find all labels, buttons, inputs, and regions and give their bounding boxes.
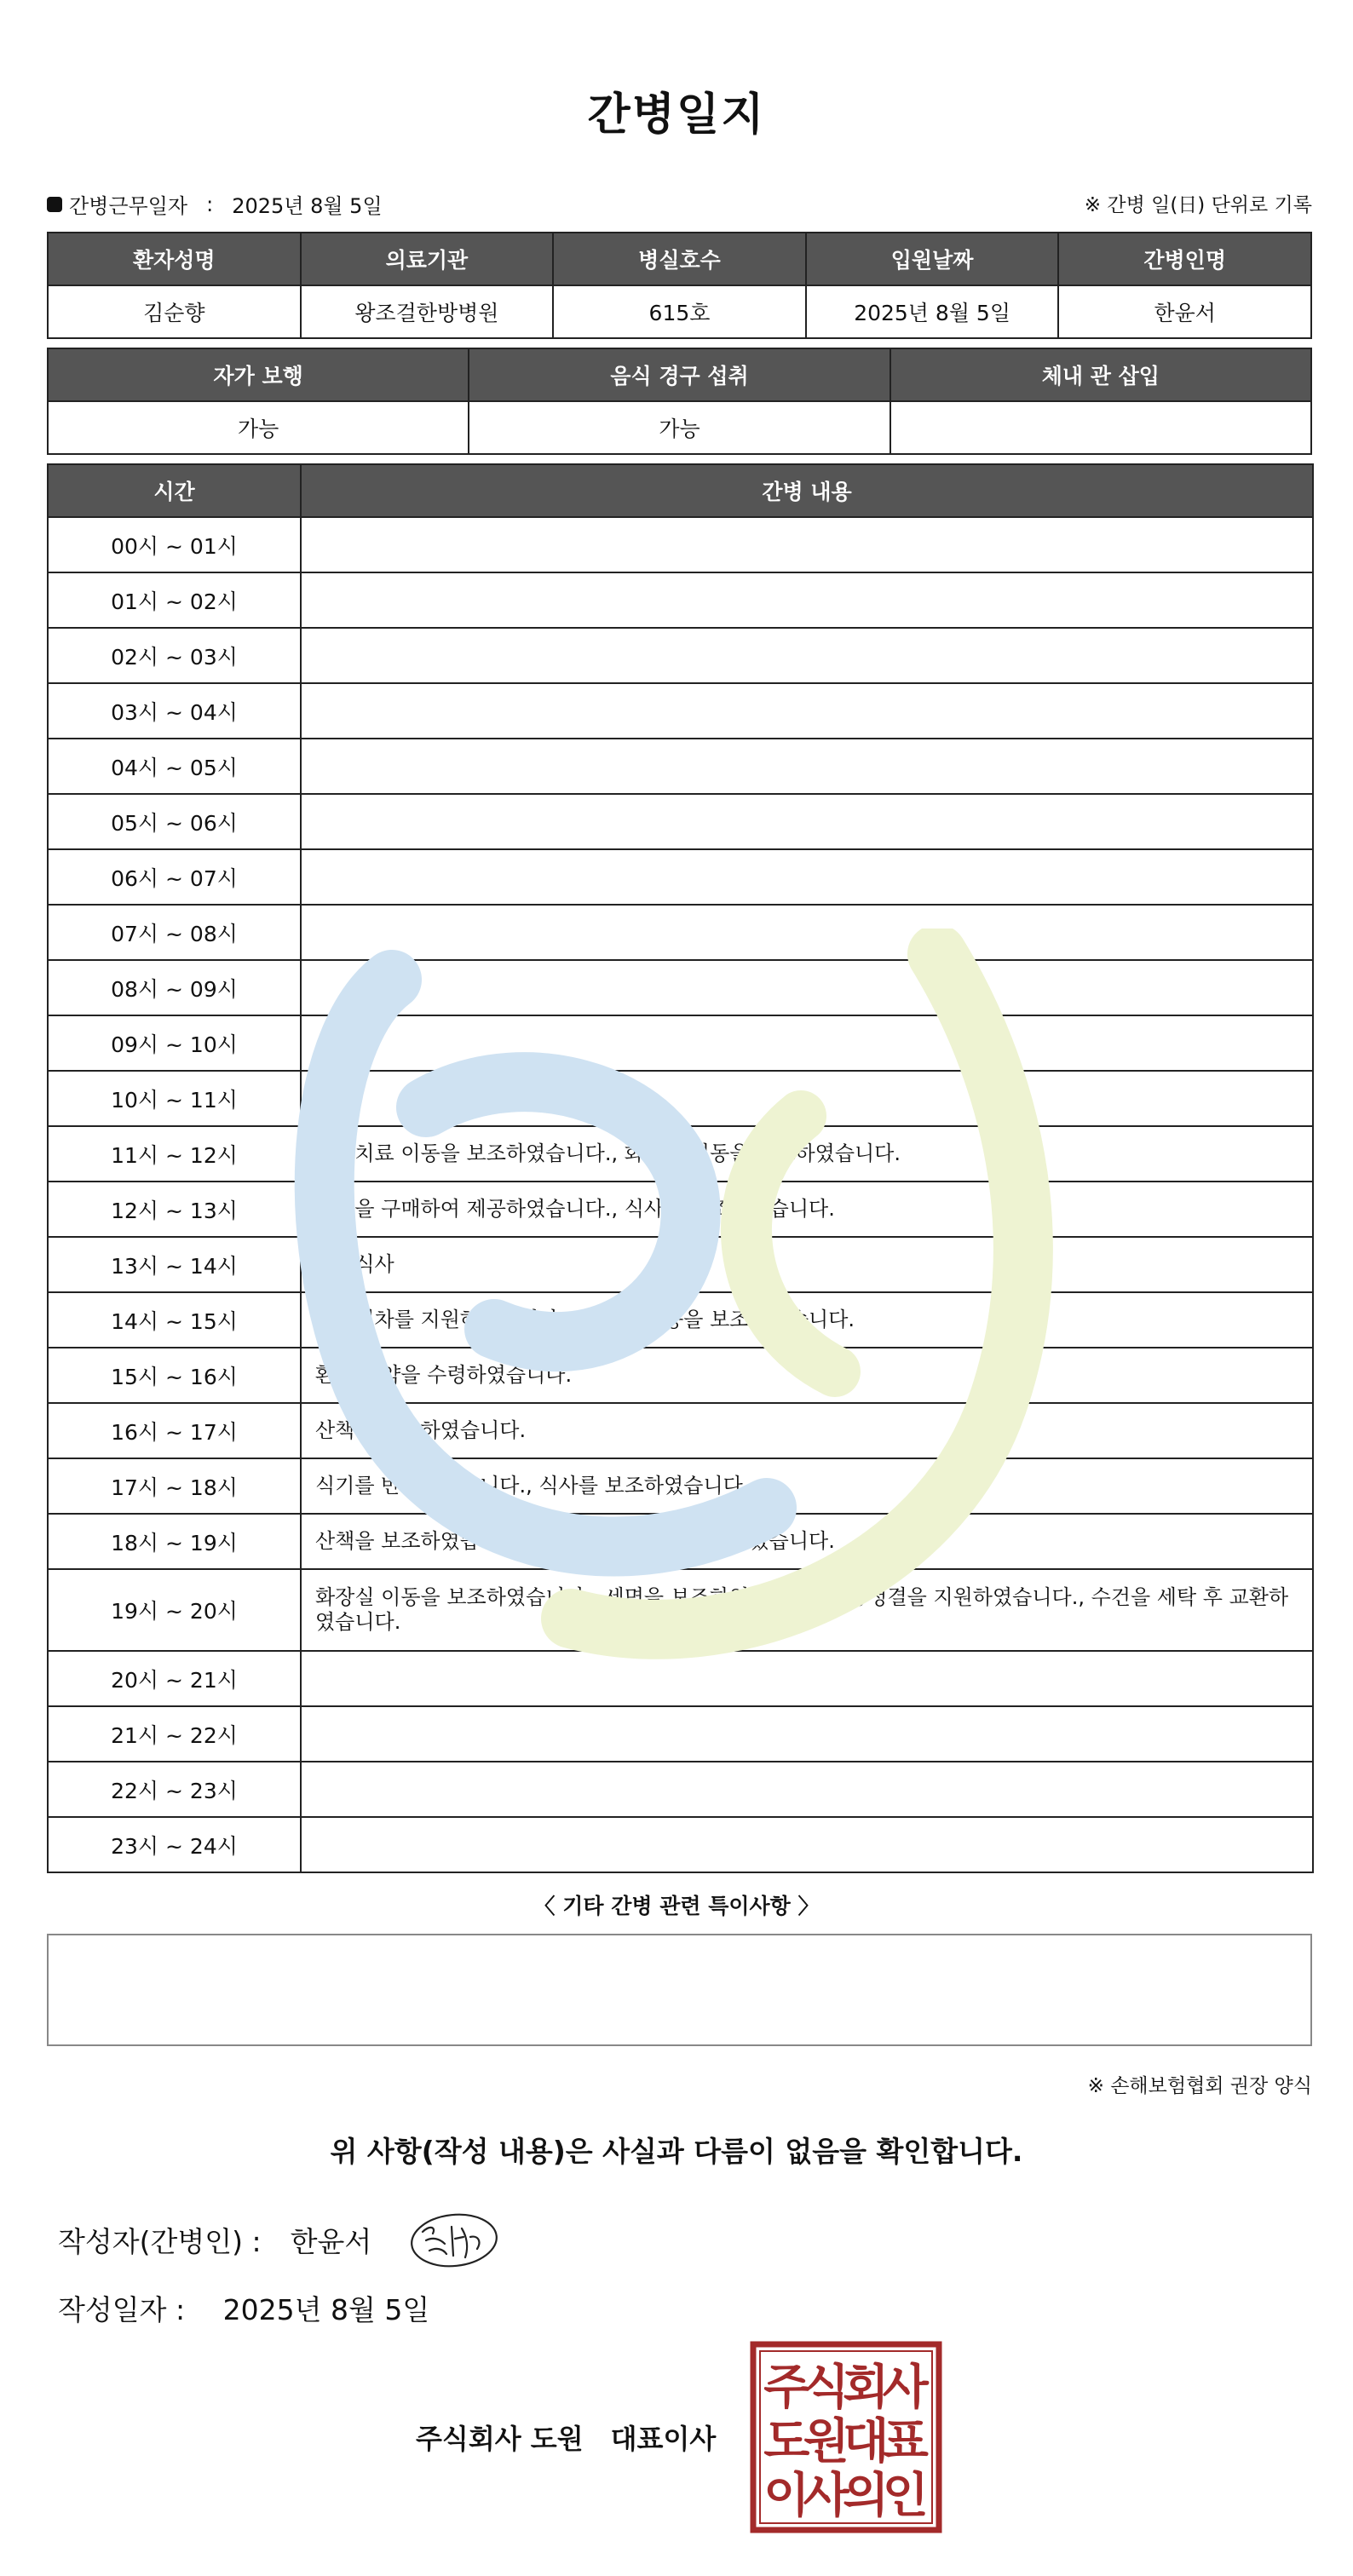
seal-glyph: 사 xyxy=(803,2468,849,2524)
care-log-time: 06시 ~ 07시 xyxy=(48,849,301,905)
care-log-row xyxy=(48,1458,1313,1514)
care-log-time: 13시 ~ 14시 xyxy=(48,1237,301,1292)
care-log-row xyxy=(48,1817,1313,1872)
meta-row xyxy=(47,189,1312,218)
care-log-time: 12시 ~ 13시 xyxy=(48,1182,301,1237)
care-log-row xyxy=(48,628,1313,683)
care-log-content: 입원절차를 지원하였습니다., 화장실 이동을 보조하였습니다. xyxy=(301,1292,1313,1348)
care-log-content xyxy=(301,960,1313,1015)
care-log-row xyxy=(48,1651,1313,1706)
header-time: 시간 xyxy=(48,464,301,517)
caregiver-name: 한윤서 xyxy=(1058,285,1311,338)
record-unit-note: ※ 간병 일(日) 단위로 기록 xyxy=(1084,194,1312,216)
care-log-row xyxy=(48,1126,1313,1182)
care-log-content xyxy=(301,1651,1313,1706)
header-care-content: 간병 내용 xyxy=(301,464,1313,517)
seal-glyph: 주 xyxy=(763,2360,810,2416)
bullet-square-icon xyxy=(47,197,62,212)
care-log-time: 21시 ~ 22시 xyxy=(48,1706,301,1762)
care-log-content: 물리치료 이동을 보조하였습니다., 화장실 이동을 보조하였습니다. xyxy=(301,1126,1313,1182)
care-log-time: 16시 ~ 17시 xyxy=(48,1403,301,1458)
confirmation-statement: 위 사항(작성 내용)은 사실과 다름이 없음을 확인합니다. xyxy=(330,2135,1023,2168)
care-log-time: 18시 ~ 19시 xyxy=(48,1514,301,1569)
written-date-label: 작성일자 : xyxy=(58,2293,186,2326)
document-title: 간병일지 xyxy=(587,89,766,141)
care-log-row xyxy=(48,739,1313,794)
care-log-content xyxy=(301,1762,1313,1817)
care-log-row xyxy=(48,794,1313,849)
oral-intake-value: 가능 xyxy=(469,401,890,454)
care-log-time: 11시 ~ 12시 xyxy=(48,1126,301,1182)
care-log-time: 09시 ~ 10시 xyxy=(48,1015,301,1071)
work-date-label: 간병근무일자 xyxy=(69,194,188,218)
care-log-content: 간식을 구매하여 제공하였습니다., 식사를 보조하였습니다. xyxy=(301,1182,1313,1237)
care-log-time: 22시 ~ 23시 xyxy=(48,1762,301,1817)
patient-info-table xyxy=(47,232,1312,339)
company-seal-stamp-icon xyxy=(750,2341,942,2533)
care-log-content xyxy=(301,1706,1313,1762)
company-line xyxy=(416,2418,716,2457)
care-log-time: 01시 ~ 02시 xyxy=(48,572,301,628)
company-name: 주식회사 도원 xyxy=(416,2423,584,2455)
patient-info-header-row xyxy=(48,233,1311,285)
care-log-time: 08시 ~ 09시 xyxy=(48,960,301,1015)
care-log-content xyxy=(301,517,1313,572)
care-log-table xyxy=(47,463,1314,1873)
care-log-row xyxy=(48,1292,1313,1348)
work-date-colon: : xyxy=(206,192,214,216)
care-log-time: 03시 ~ 04시 xyxy=(48,683,301,739)
care-log-content xyxy=(301,1071,1313,1126)
care-log-row xyxy=(48,1514,1313,1569)
handwritten-signature-icon xyxy=(407,2206,501,2273)
care-log-header-row xyxy=(48,464,1313,517)
care-log-time: 07시 ~ 08시 xyxy=(48,905,301,960)
seal-glyph: 도 xyxy=(763,2414,810,2470)
care-log-time: 23시 ~ 24시 xyxy=(48,1817,301,1872)
header-self-walking: 자가 보행 xyxy=(48,348,469,401)
care-log-row xyxy=(48,572,1313,628)
writer-label: 작성자(간병인) : xyxy=(58,2225,262,2258)
writer-name: 한윤서 xyxy=(290,2225,372,2258)
care-log-row xyxy=(48,1762,1313,1817)
care-log-time: 19시 ~ 20시 xyxy=(48,1569,301,1651)
written-date-value: 2025년 8월 5일 xyxy=(222,2293,430,2326)
work-date-line xyxy=(47,189,383,219)
company-ceo-title: 대표이사 xyxy=(610,2423,717,2455)
care-log-content: 산책을 보조하였습니다. xyxy=(301,1403,1313,1458)
header-room: 병실호수 xyxy=(553,233,806,285)
care-log-body xyxy=(48,517,1313,1872)
tube-insertion-value xyxy=(890,401,1311,454)
seal-glyph: 이 xyxy=(763,2468,810,2524)
header-admission-date: 입원날짜 xyxy=(806,233,1059,285)
recommended-form-note: ※ 손해보험협회 권장 양식 xyxy=(1087,2075,1312,2097)
care-log-row xyxy=(48,1403,1313,1458)
header-patient-name: 환자성명 xyxy=(48,233,301,285)
care-log-row xyxy=(48,1706,1313,1762)
seal-glyph: 식 xyxy=(803,2360,849,2416)
care-log-content xyxy=(301,683,1313,739)
care-log-time: 15시 ~ 16시 xyxy=(48,1348,301,1403)
care-log-content xyxy=(301,849,1313,905)
care-log-content: 화장실 이동을 보조하였습니다., 세면을 보조하였습니다., 구강청결을 지원하였습니다., 수건을 세탁 후 교환하였습니다. xyxy=(301,1569,1313,1651)
care-log-content xyxy=(301,739,1313,794)
care-log-row xyxy=(48,1071,1313,1126)
care-log-row xyxy=(48,1182,1313,1237)
seal-glyph: 인 xyxy=(882,2468,929,2524)
care-log-row xyxy=(48,517,1313,572)
self-walking-value: 가능 xyxy=(48,401,469,454)
patient-status-table xyxy=(47,348,1312,455)
header-tube-insertion: 체내 관 삽입 xyxy=(890,348,1311,401)
care-log-content: 점심식사 xyxy=(301,1237,1313,1292)
care-log-row xyxy=(48,1569,1313,1651)
care-log-content xyxy=(301,1015,1313,1071)
hospital-name: 왕조걸한방병원 xyxy=(301,285,554,338)
writer-line xyxy=(58,2220,371,2260)
care-log-content xyxy=(301,572,1313,628)
status-header-row xyxy=(48,348,1311,401)
care-log-row xyxy=(48,1015,1313,1071)
notes-title: 〈 기타 간병 관련 특이사항 〉 xyxy=(533,1894,820,1918)
care-log-content xyxy=(301,628,1313,683)
care-log-time: 20시 ~ 21시 xyxy=(48,1651,301,1706)
admission-date: 2025년 8월 5일 xyxy=(806,285,1059,338)
care-log-row xyxy=(48,905,1313,960)
care-log-content: 식기를 반납하였습니다., 식사를 보조하였습니다. xyxy=(301,1458,1313,1514)
notes-box xyxy=(47,1934,1312,2046)
care-log-content xyxy=(301,794,1313,849)
care-log-row xyxy=(48,1237,1313,1292)
header-caregiver-name: 간병인명 xyxy=(1058,233,1311,285)
seal-glyph: 사 xyxy=(882,2360,929,2416)
care-log-content: 환자의 약을 수령하였습니다. xyxy=(301,1348,1313,1403)
seal-glyph: 회 xyxy=(843,2360,890,2416)
care-log-time: 17시 ~ 18시 xyxy=(48,1458,301,1514)
patient-info-value-row xyxy=(48,285,1311,338)
patient-name: 김순향 xyxy=(48,285,301,338)
status-value-row xyxy=(48,401,1311,454)
seal-glyph: 표 xyxy=(882,2414,929,2470)
care-log-time: 00시 ~ 01시 xyxy=(48,517,301,572)
care-log-time: 14시 ~ 15시 xyxy=(48,1292,301,1348)
care-log-row xyxy=(48,683,1313,739)
header-oral-intake: 음식 경구 섭취 xyxy=(469,348,890,401)
room-number: 615호 xyxy=(553,285,806,338)
care-log-time: 05시 ~ 06시 xyxy=(48,794,301,849)
care-log-row xyxy=(48,849,1313,905)
seal-glyph: 원 xyxy=(803,2414,849,2470)
written-date-line xyxy=(58,2288,429,2328)
care-log-time: 02시 ~ 03시 xyxy=(48,628,301,683)
care-log-row xyxy=(48,1348,1313,1403)
header-hospital: 의료기관 xyxy=(301,233,554,285)
care-log-content: 산책을 보조하였습니다., 환자의 심부름을 수행하였습니다. xyxy=(301,1514,1313,1569)
care-log-content xyxy=(301,905,1313,960)
seal-glyph: 의 xyxy=(843,2468,890,2524)
care-log-content xyxy=(301,1817,1313,1872)
care-log-time: 10시 ~ 11시 xyxy=(48,1071,301,1126)
seal-glyph: 대 xyxy=(843,2414,890,2470)
work-date-value: 2025년 8월 5일 xyxy=(232,194,383,218)
care-log-row xyxy=(48,960,1313,1015)
care-log-time: 04시 ~ 05시 xyxy=(48,739,301,794)
